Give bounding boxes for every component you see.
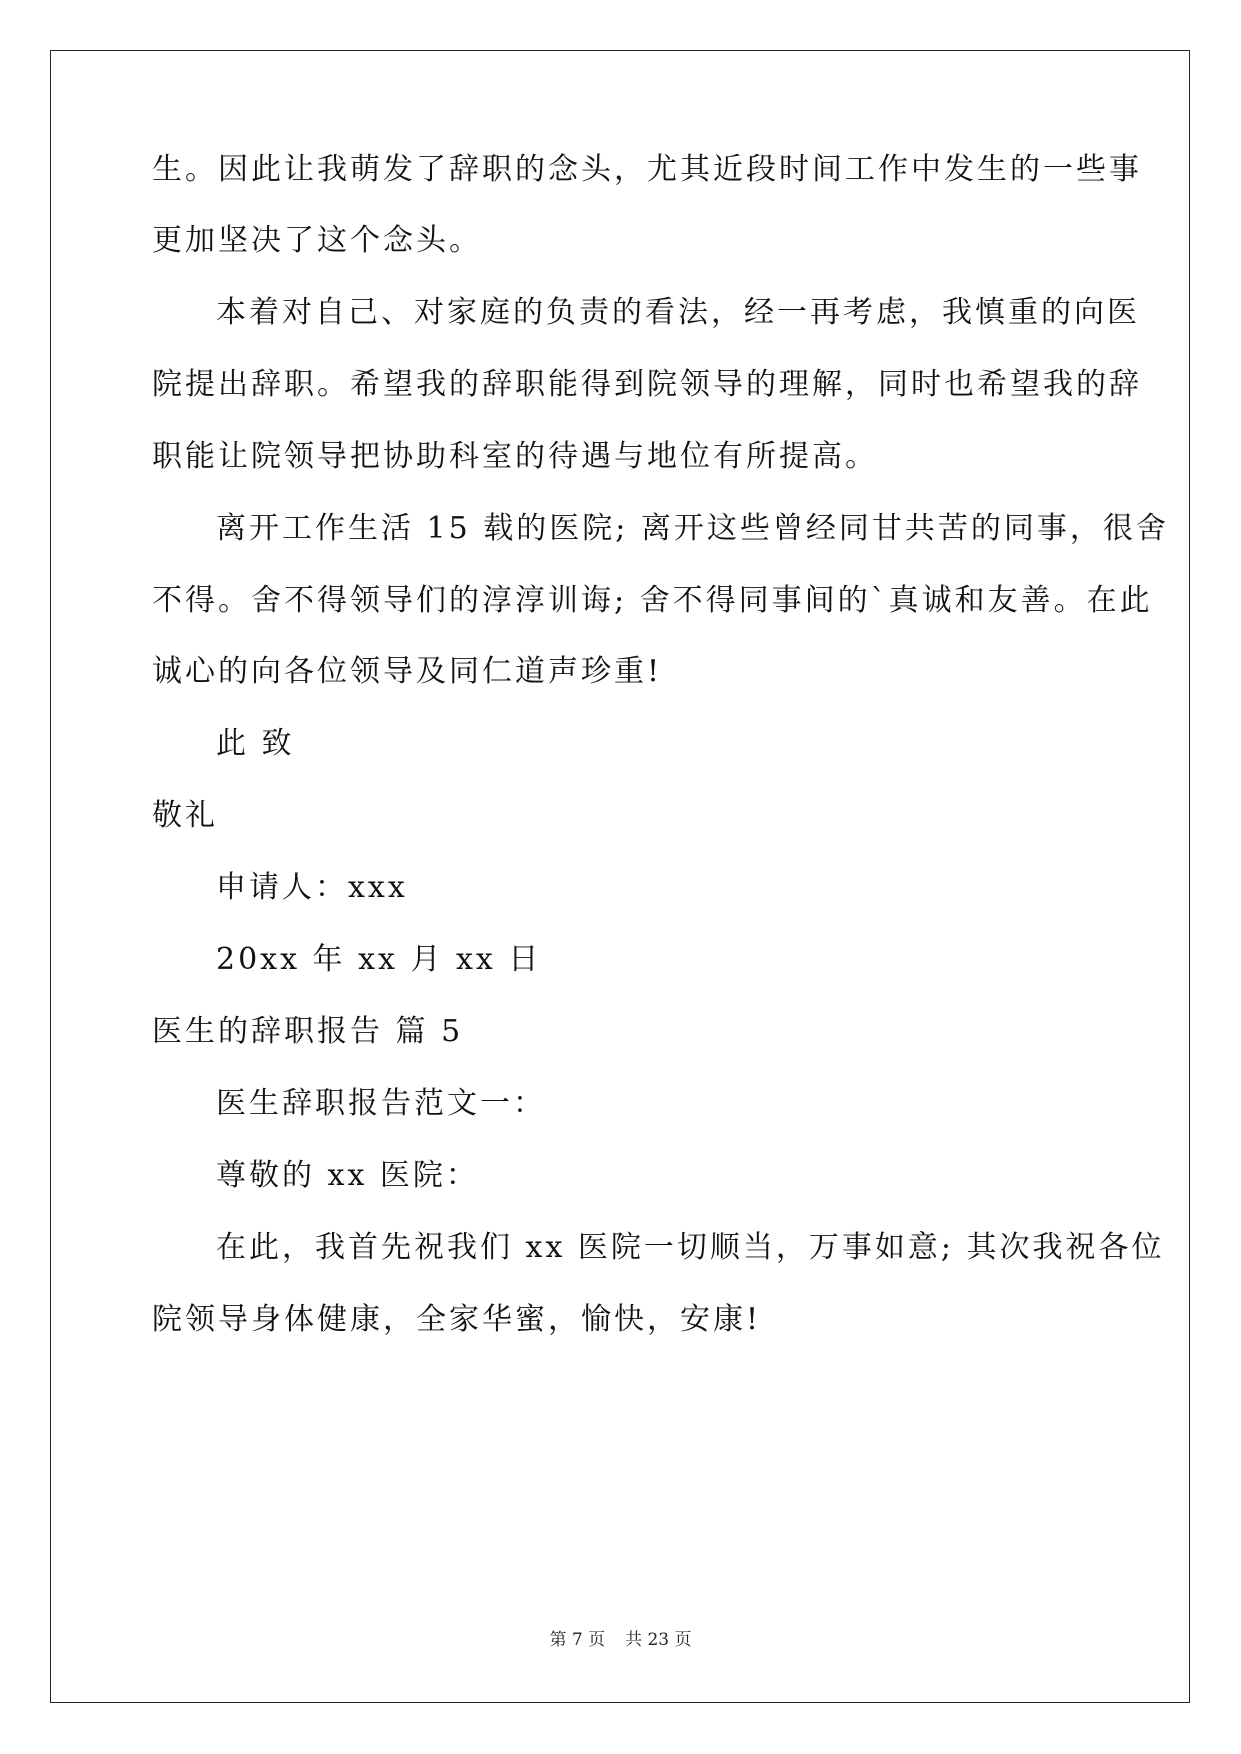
text-line: 职能让院领导把协助科室的待遇与地位有所提高。 (152, 439, 878, 474)
applicant-line: 申请人：xxx (216, 870, 408, 905)
page-number: 第 7 页 (549, 1630, 606, 1650)
letter-greeting: 尊敬的 xx 医院： (216, 1158, 479, 1193)
paragraph-start: 离开工作生活 15 载的医院; 离开这些曾经同甘共苦的同事，很舍 (216, 511, 1169, 546)
closing-salutation: 此 致 (216, 726, 295, 761)
text-line: 生。因此让我萌发了辞职的念头，尤其近段时间工作中发生的一些事 (152, 152, 1142, 187)
closing-regards: 敬礼 (152, 798, 218, 833)
text-line: 不得。舍不得领导们的淳淳训诲; 舍不得同事间的`真诚和友善。在此 (152, 583, 1153, 618)
text-line: 更加坚决了这个念头。 (152, 223, 482, 258)
text-line: 院领导身体健康，全家华蜜，愉快，安康! (152, 1302, 762, 1337)
paragraph-start: 本着对自己、对家庭的负责的看法，经一再考虑，我慎重的向医 (216, 295, 1140, 330)
text-line: 院提出辞职。希望我的辞职能得到院领导的理解，同时也希望我的辞 (152, 367, 1142, 402)
text-line: 诚心的向各位领导及同仁道声珍重! (152, 654, 663, 689)
paragraph-start: 在此，我首先祝我们 xx 医院一切顺当，万事如意; 其次我祝各位 (216, 1230, 1165, 1265)
section-heading: 医生的辞职报告 篇 5 (152, 1014, 464, 1049)
page-total: 共 23 页 (625, 1630, 692, 1650)
date-line: 20xx 年 xx 月 xx 日 (216, 942, 542, 977)
subsection-heading: 医生辞职报告范文一： (216, 1086, 546, 1121)
page-footer (0, 1628, 1241, 1652)
